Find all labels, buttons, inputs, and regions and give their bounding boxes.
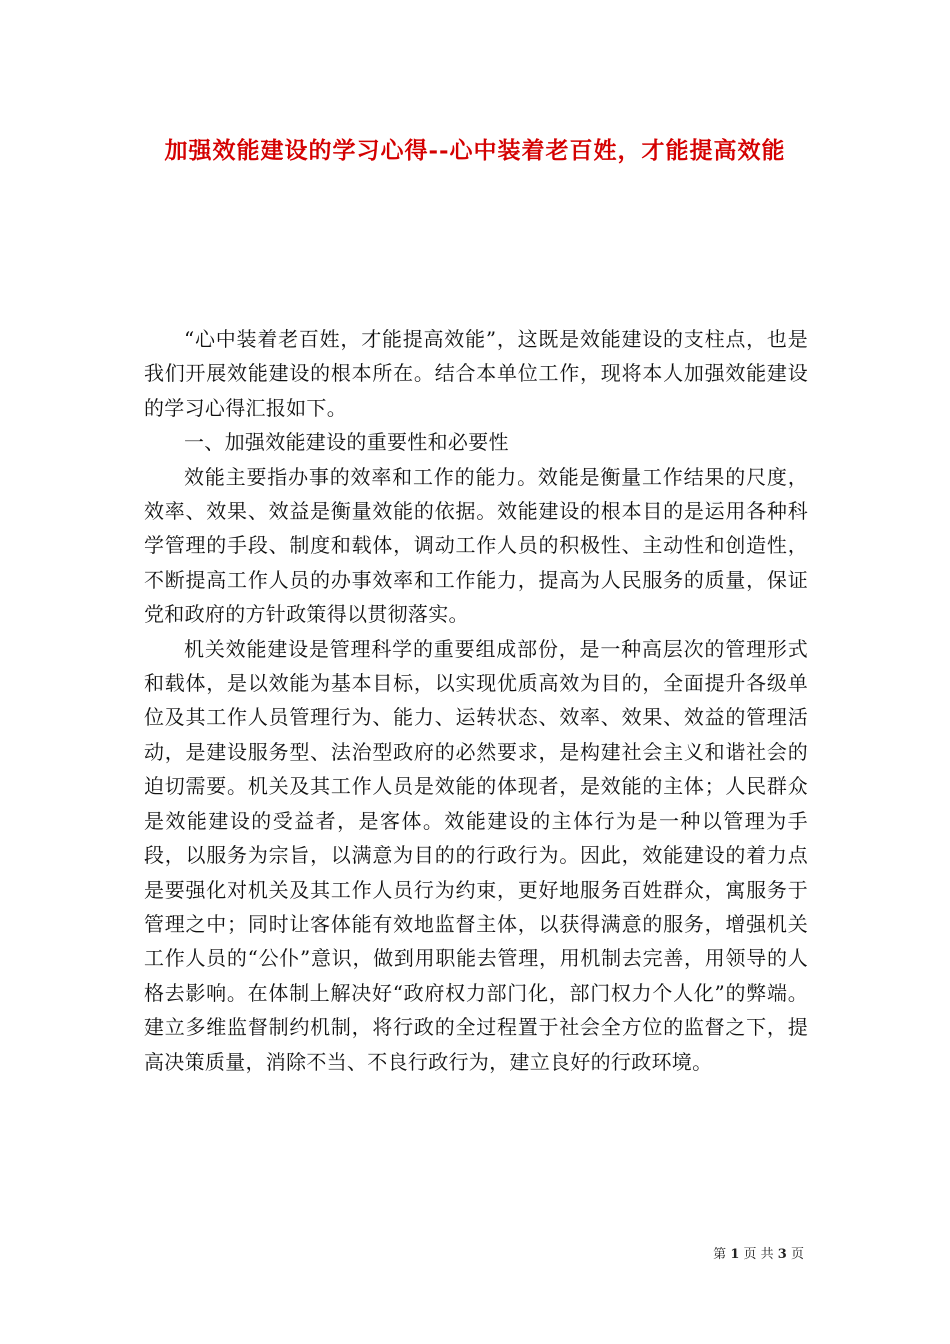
- current-page: 1: [730, 1247, 740, 1262]
- section-heading: 一、加强效能建设的重要性和必要性: [184, 430, 509, 455]
- page-number-middle: 页 共: [743, 1247, 774, 1262]
- document-title: 加强效能建设的学习心得--心中装着老百姓，才能提高效能: [164, 137, 786, 164]
- document-body: [144, 322, 808, 1079]
- total-pages: 3: [777, 1247, 787, 1262]
- page-number: [680, 1246, 804, 1264]
- page-number-suffix: 页: [790, 1247, 804, 1262]
- paragraph-main: 机关效能建设是管理科学的重要组成部份，是一种高层次的管理形式和载体，是以效能为基本目标，以实现优质高效为目的，全面提升各级单位及其工作人员管理行为、能力、运转状态、效率、效果、效益的管理活动，是建设服务型、法治型政府的必然要求，是构建社会主义和谐社会的迫切需要。机关及其工作人员是效能的体现者，是效能的主体；人民群众是效能建设的受益者，是客体。效能建设的主体行为是一种以管理为手段，以服务为宗旨，以满意为目的的行政行为。因此，效能建设的着力点是要强化对机关及其工作人员行为约束，更好地服务百姓群众，寓服务于管理之中；同时让客体能有效地监督主体，以获得满意的服务，增强机关工作人员的“公仆”意识，做到用职能去管理，用机制去完善，用领导的人格去影响。在体制上解决好“政府权力部门化，部门权力个人化”的弊端。建立多维监督制约机制，将行政的全过程置于社会全方位的监督之下，提高决策质量，消除不当、不良行政行为，建立良好的行政环境。: [144, 636, 808, 1074]
- paragraph-definition: 效能主要指办事的效率和工作的能力。效能是衡量工作结果的尺度，效率、效果、效益是衡量效能的依据。效能建设的根本目的是运用各种科学管理的手段、制度和载体，调动工作人员的积极性、主动性和创造性，不断提高工作人员的办事效率和工作能力，提高为人民服务的质量，保证党和政府的方针政策得以贯彻落实。: [144, 464, 808, 627]
- paragraph-intro: “心中装着老百姓，才能提高效能”，这既是效能建设的支柱点，也是我们开展效能建设的根本所在。结合本单位工作，现将本人加强效能建设的学习心得汇报如下。: [144, 327, 808, 420]
- page-number-prefix: 第: [713, 1247, 727, 1262]
